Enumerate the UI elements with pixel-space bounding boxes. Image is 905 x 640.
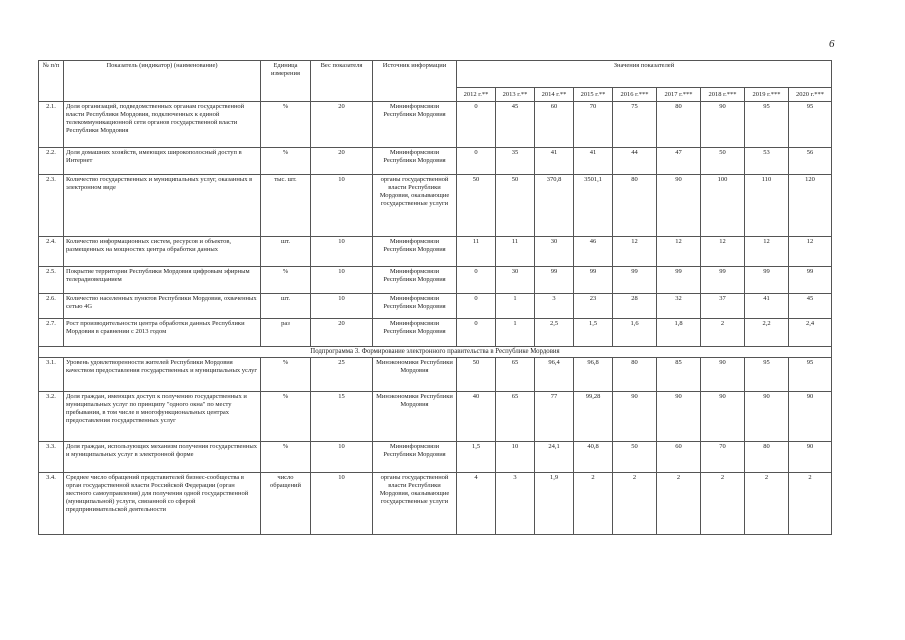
row-value: 65 <box>496 392 535 442</box>
row-value: 80 <box>613 175 657 237</box>
row-value: 41 <box>535 148 574 175</box>
row-value: 32 <box>657 294 701 319</box>
table-row <box>39 319 832 347</box>
row-num: 3.2. <box>39 392 64 442</box>
row-value: 120 <box>789 175 832 237</box>
row-value: 0 <box>457 267 496 294</box>
row-value: 96,8 <box>574 358 613 392</box>
row-value: 90 <box>701 358 745 392</box>
row-value: 70 <box>574 102 613 148</box>
header-weight: Вес показателя <box>311 61 373 102</box>
row-weight: 10 <box>311 294 373 319</box>
row-value: 60 <box>657 442 701 473</box>
row-indicator: Доля граждан, использующих механизм получения государственных и муниципальных услуг в электронной форме <box>64 442 261 473</box>
row-value: 90 <box>657 392 701 442</box>
row-value: 99 <box>574 267 613 294</box>
row-value: 11 <box>496 237 535 267</box>
row-unit: тыс. шт. <box>261 175 311 237</box>
row-value: 11 <box>457 237 496 267</box>
row-value: 85 <box>657 358 701 392</box>
row-value: 10 <box>496 442 535 473</box>
year-header: 2013 г.** <box>496 88 535 102</box>
row-weight: 10 <box>311 442 373 473</box>
row-value: 41 <box>574 148 613 175</box>
row-value: 12 <box>701 237 745 267</box>
row-value: 30 <box>496 267 535 294</box>
row-value: 28 <box>613 294 657 319</box>
row-indicator: Количество информационных систем, ресурсов и объектов, размещенных на мощностях центра обработки данных <box>64 237 261 267</box>
table-row <box>39 102 832 148</box>
row-value: 2 <box>574 473 613 535</box>
row-value: 40 <box>457 392 496 442</box>
row-value: 3 <box>496 473 535 535</box>
row-indicator: Количество государственных и муниципальных услуг, оказанных в электронном виде <box>64 175 261 237</box>
row-source: Мининформсвязи Республики Мордовия <box>373 148 457 175</box>
row-indicator: Доля организаций, подведомственных органам государственной власти Республики Мордовия, подключенных к единой телекоммуникационной сети органов государственной власти Республики Мордовия <box>64 102 261 148</box>
row-value: 90 <box>745 392 789 442</box>
header-source: Источник информации <box>373 61 457 102</box>
row-value: 1 <box>496 294 535 319</box>
row-value: 99 <box>745 267 789 294</box>
row-value: 50 <box>496 175 535 237</box>
row-indicator: Рост производительности центра обработки данных Республики Мордовия в сравнении с 2013 годом <box>64 319 261 347</box>
row-value: 90 <box>789 392 832 442</box>
row-unit: шт. <box>261 294 311 319</box>
row-value: 30 <box>535 237 574 267</box>
row-value: 2 <box>657 473 701 535</box>
row-num: 2.2. <box>39 148 64 175</box>
row-value: 77 <box>535 392 574 442</box>
row-value: 47 <box>657 148 701 175</box>
row-value: 12 <box>745 237 789 267</box>
row-weight: 20 <box>311 102 373 148</box>
row-value: 12 <box>789 237 832 267</box>
row-value: 2 <box>745 473 789 535</box>
row-indicator: Уровень удовлетворенности жителей Республики Мордовия качеством предоставления государственных и муниципальных услуг <box>64 358 261 392</box>
table-row <box>39 294 832 319</box>
row-value: 99 <box>613 267 657 294</box>
row-source: Мининформсвязи Республики Мордовия <box>373 237 457 267</box>
row-value: 50 <box>701 148 745 175</box>
row-value: 99 <box>701 267 745 294</box>
row-num: 3.1. <box>39 358 64 392</box>
row-source: Мининформсвязи Республики Мордовия <box>373 294 457 319</box>
row-num: 2.3. <box>39 175 64 237</box>
row-value: 99,28 <box>574 392 613 442</box>
row-value: 56 <box>789 148 832 175</box>
row-unit: % <box>261 392 311 442</box>
row-num: 3.3. <box>39 442 64 473</box>
page-number: 6 <box>829 38 835 50</box>
row-indicator: Среднее число обращений представителей бизнес-сообщества в орган государственной власти Российской Федерации (орган местного самоуправления) для получения одной государственной (муниципальной) услуги, связанной со сферой предпринимательской деятельности <box>64 473 261 535</box>
row-num: 2.1. <box>39 102 64 148</box>
row-value: 40,8 <box>574 442 613 473</box>
row-source: органы государственной власти Республики Мордовия, оказывающие государственные услуги <box>373 473 457 535</box>
row-value: 2 <box>701 473 745 535</box>
row-value: 90 <box>701 392 745 442</box>
row-value: 60 <box>535 102 574 148</box>
header-row <box>39 61 832 88</box>
row-weight: 25 <box>311 358 373 392</box>
row-value: 24,1 <box>535 442 574 473</box>
row-value: 80 <box>745 442 789 473</box>
row-weight: 10 <box>311 267 373 294</box>
row-value: 1,5 <box>457 442 496 473</box>
row-indicator: Покрытие территории Республики Мордовия цифровым эфирным телерадиовещанием <box>64 267 261 294</box>
row-value: 2 <box>789 473 832 535</box>
row-value: 0 <box>457 102 496 148</box>
year-header: 2020 г.*** <box>789 88 832 102</box>
year-header: 2017 г.*** <box>657 88 701 102</box>
row-value: 90 <box>701 102 745 148</box>
year-header: 2019 г.*** <box>745 88 789 102</box>
row-num: 2.5. <box>39 267 64 294</box>
row-value: 1 <box>496 319 535 347</box>
row-value: 35 <box>496 148 535 175</box>
row-value: 65 <box>496 358 535 392</box>
row-value: 1,6 <box>613 319 657 347</box>
row-value: 95 <box>745 358 789 392</box>
row-value: 2,2 <box>745 319 789 347</box>
row-weight: 20 <box>311 148 373 175</box>
row-value: 100 <box>701 175 745 237</box>
row-unit: % <box>261 267 311 294</box>
row-value: 370,8 <box>535 175 574 237</box>
row-value: 50 <box>613 442 657 473</box>
row-weight: 10 <box>311 473 373 535</box>
row-source: Мининформсвязи Республики Мордовия <box>373 102 457 148</box>
row-value: 44 <box>613 148 657 175</box>
row-value: 12 <box>613 237 657 267</box>
header-indicator: Показатель (индикатор) (наименование) <box>64 61 261 102</box>
row-source: Мининформсвязи Республики Мордовия <box>373 442 457 473</box>
row-unit: число обращений <box>261 473 311 535</box>
year-header: 2012 г.** <box>457 88 496 102</box>
row-num: 2.4. <box>39 237 64 267</box>
row-value: 90 <box>613 392 657 442</box>
row-value: 95 <box>789 102 832 148</box>
row-value: 45 <box>789 294 832 319</box>
year-header: 2018 г.*** <box>701 88 745 102</box>
row-value: 1,9 <box>535 473 574 535</box>
row-value: 2 <box>613 473 657 535</box>
table-row <box>39 392 832 442</box>
row-value: 95 <box>789 358 832 392</box>
table-row <box>39 237 832 267</box>
row-indicator: Количество населенных пунктов Республики Мордовия, охваченных сетью 4G <box>64 294 261 319</box>
row-value: 50 <box>457 358 496 392</box>
row-value: 90 <box>657 175 701 237</box>
row-value: 2,5 <box>535 319 574 347</box>
row-source: Мининформсвязи Республики Мордовия <box>373 267 457 294</box>
row-weight: 10 <box>311 237 373 267</box>
row-value: 46 <box>574 237 613 267</box>
row-value: 70 <box>701 442 745 473</box>
table-row <box>39 473 832 535</box>
row-num: 2.6. <box>39 294 64 319</box>
row-value: 90 <box>789 442 832 473</box>
header-values: Значения показателей <box>457 61 832 88</box>
row-value: 53 <box>745 148 789 175</box>
row-unit: % <box>261 442 311 473</box>
row-num: 2.7. <box>39 319 64 347</box>
table-row <box>39 267 832 294</box>
row-value: 0 <box>457 148 496 175</box>
row-value: 0 <box>457 294 496 319</box>
row-value: 23 <box>574 294 613 319</box>
table-row <box>39 175 832 237</box>
row-unit: % <box>261 102 311 148</box>
row-value: 80 <box>657 102 701 148</box>
row-value: 99 <box>535 267 574 294</box>
row-value: 110 <box>745 175 789 237</box>
row-value: 12 <box>657 237 701 267</box>
row-value: 45 <box>496 102 535 148</box>
indicators-table <box>38 60 832 535</box>
row-value: 41 <box>745 294 789 319</box>
row-unit: % <box>261 358 311 392</box>
row-indicator: Доля граждан, имеющих доступ к получению государственных и муниципальных услуг по принципу "одного окна" по месту пребывания, в том числе в многофункциональных центрах предоставления государственных услуг <box>64 392 261 442</box>
row-value: 99 <box>789 267 832 294</box>
row-value: 96,4 <box>535 358 574 392</box>
row-value: 3 <box>535 294 574 319</box>
row-value: 2,4 <box>789 319 832 347</box>
row-weight: 15 <box>311 392 373 442</box>
table-row <box>39 148 832 175</box>
row-value: 3501,1 <box>574 175 613 237</box>
row-value: 37 <box>701 294 745 319</box>
row-value: 1,5 <box>574 319 613 347</box>
row-value: 4 <box>457 473 496 535</box>
row-value: 50 <box>457 175 496 237</box>
row-value: 75 <box>613 102 657 148</box>
row-source: органы государственной власти Республики Мордовия, оказывающие государственные услуги <box>373 175 457 237</box>
table-row <box>39 442 832 473</box>
row-unit: шт. <box>261 237 311 267</box>
year-header: 2014 г.** <box>535 88 574 102</box>
row-value: 95 <box>745 102 789 148</box>
section-row <box>39 347 832 358</box>
row-value: 80 <box>613 358 657 392</box>
row-value: 1,8 <box>657 319 701 347</box>
header-unit: Единица измерения <box>261 61 311 102</box>
year-header: 2016 г.*** <box>613 88 657 102</box>
row-weight: 10 <box>311 175 373 237</box>
row-value: 0 <box>457 319 496 347</box>
table-row <box>39 358 832 392</box>
row-unit: % <box>261 148 311 175</box>
row-unit: раз <box>261 319 311 347</box>
header-num: № п/п <box>39 61 64 102</box>
row-value: 2 <box>701 319 745 347</box>
row-indicator: Доля домашних хозяйств, имеющих широкополосный доступ в Интернет <box>64 148 261 175</box>
row-source: Мининформсвязи Республики Мордовия <box>373 319 457 347</box>
section-title: Подпрограмма 3. Формирование электронного правительства в Республике Мордовия <box>39 347 832 358</box>
row-weight: 20 <box>311 319 373 347</box>
row-source: Минэкономики Республики Мордовия <box>373 358 457 392</box>
row-source: Минэкономики Республики Мордовия <box>373 392 457 442</box>
row-num: 3.4. <box>39 473 64 535</box>
year-header: 2015 г.** <box>574 88 613 102</box>
row-value: 99 <box>657 267 701 294</box>
